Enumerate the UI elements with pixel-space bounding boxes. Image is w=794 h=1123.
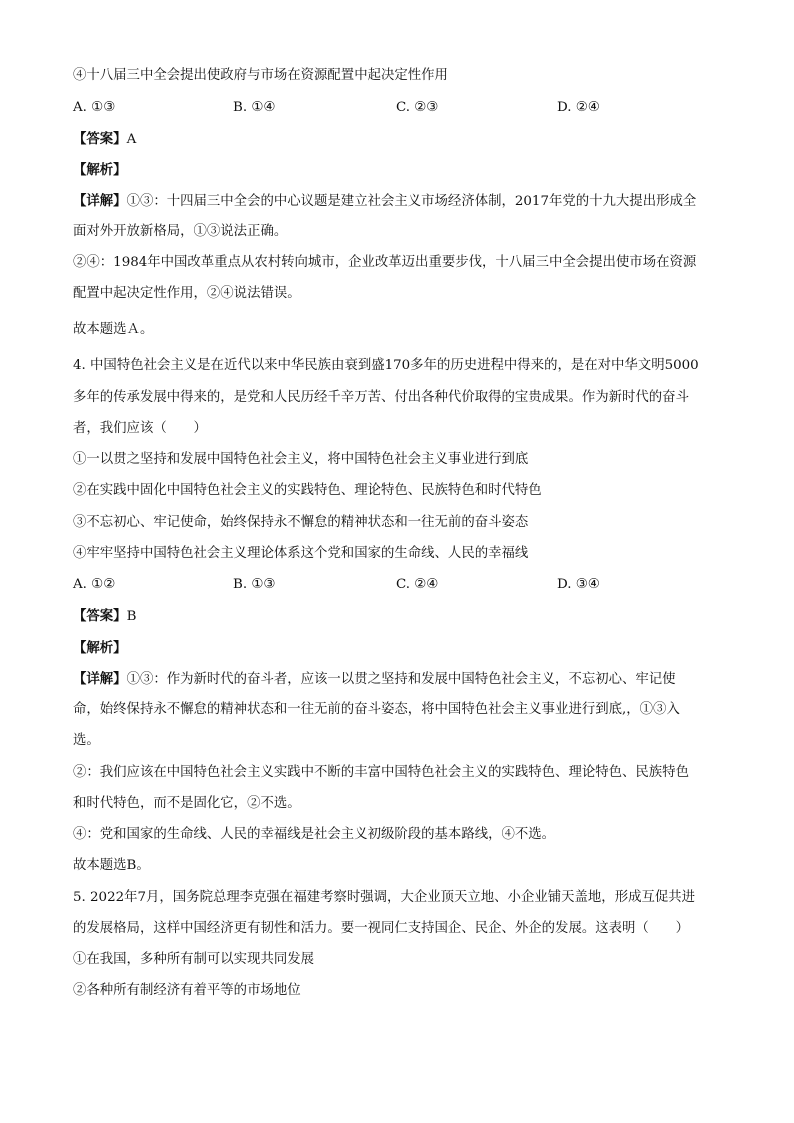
q3-detail-line-2: 面对外开放新格局，①③说法正确。 bbox=[73, 224, 288, 239]
q4-option-d: D. ③④ bbox=[557, 577, 600, 592]
q4-detail-line-1 bbox=[73, 669, 676, 690]
q3-option-d: D. ②④ bbox=[557, 100, 600, 115]
q3-detail-line-1 bbox=[73, 191, 696, 212]
q3-option-a: A. ①③ bbox=[73, 100, 116, 115]
q4-stem-line-2: 多年的传承发展中得来的，是党和人民历经千辛万苦、付出各种代价取得的宝贵成果。作为新时代的奋斗 bbox=[73, 390, 689, 405]
q4-analysis-tag: 【解析】 bbox=[73, 640, 127, 656]
detail-text: ①③：十四届三中全会的中心议题是建立社会主义市场经济体制，2017年党的十九大提出形成全 bbox=[126, 194, 697, 209]
q3-option-c: C. ②③ bbox=[396, 100, 439, 115]
q5-stem-line-1: 5. 2022年7月，国务院总理李克强在福建考察时强调，大企业顶天立地、小企业铺天盖地，形成互促共进 bbox=[73, 890, 696, 905]
q4-statement-3: ③不忘初心、牢记使命，始终保持永不懈怠的精神状态和一往无前的奋斗姿态 bbox=[73, 515, 529, 530]
answer-value: A bbox=[126, 132, 137, 147]
q3-analysis-tag: 【解析】 bbox=[73, 162, 127, 178]
q4-conclusion: 故本题选B。 bbox=[73, 858, 150, 873]
q4-detail-line-5: 和时代特色，而不是固化它，②不选。 bbox=[73, 796, 301, 811]
q4-detail-line-4: ②：我们应该在中国特色社会主义实践中不断的丰富中国特色社会主义的实践特色、理论特色、民族特色 bbox=[73, 765, 689, 780]
answer-tag: 【答案】 bbox=[73, 131, 127, 147]
q5-statement-1: ①在我国，多种所有制可以实现共同发展 bbox=[73, 952, 315, 967]
q4-stem-line-1: 4. 中国特色社会主义是在近代以来中华民族由衰到盛170多年的历史进程中得来的，是在对中华文明5000 bbox=[73, 358, 699, 373]
q4-detail-line-6: ④：党和国家的生命线、人民的幸福线是社会主义初级阶段的基本路线，④不选。 bbox=[73, 827, 556, 842]
q4-option-b: B. ①③ bbox=[233, 577, 276, 592]
answer-value: B bbox=[126, 609, 137, 624]
q5-stem-line-2: 的发展格局，这样中国经济更有韧性和活力。要一视同仁支持国企、民企、外企的发展。这表明（ ） bbox=[73, 921, 689, 936]
q4-detail-line-2: 命，始终保持永不懈怠的精神状态和一往无前的奋斗姿态，将中国特色社会主义事业进行到底,，①③入 bbox=[73, 702, 680, 717]
q4-statement-1: ①一以贯之坚持和发展中国特色社会主义，将中国特色社会主义事业进行到底 bbox=[73, 452, 529, 467]
q3-detail-line-3: ②④：1984年中国改革重点从农村转向城市，企业改革迈出重要步伐，十八届三中全会提出使市场在资源 bbox=[73, 255, 697, 270]
q3-detail-line-4: 配置中起决定性作用，②④说法错误。 bbox=[73, 286, 301, 301]
q4-stem-line-3: 者，我们应该（ ） bbox=[73, 421, 207, 436]
detail-tag: 【详解】 bbox=[73, 193, 127, 209]
q4-option-c: C. ②④ bbox=[396, 577, 439, 592]
q4-answer bbox=[73, 606, 136, 627]
q4-detail-line-3: 选。 bbox=[73, 733, 100, 748]
detail-text: ①③：作为新时代的奋斗者，应该一以贯之坚持和发展中国特色社会主义，不忘初心、牢记使 bbox=[126, 672, 676, 687]
q5-statement-2: ②各种所有制经济有着平等的市场地位 bbox=[73, 983, 301, 998]
answer-tag: 【答案】 bbox=[73, 608, 127, 624]
q3-conclusion: 故本题选Ａ。 bbox=[73, 322, 154, 337]
q3-statement-4: ④十八届三中全会提出使政府与市场在资源配置中起决定性作用 bbox=[73, 68, 448, 83]
q3-answer bbox=[73, 129, 136, 150]
q4-statement-2: ②在实践中固化中国特色社会主义的实践特色、理论特色、民族特色和时代特色 bbox=[73, 483, 542, 498]
q3-option-b: B. ①④ bbox=[233, 100, 276, 115]
q4-option-a: A. ①② bbox=[73, 577, 116, 592]
detail-tag: 【详解】 bbox=[73, 671, 127, 687]
q4-statement-4: ④牢牢坚持中国特色社会主义理论体系这个党和国家的生命线、人民的幸福线 bbox=[73, 546, 529, 561]
